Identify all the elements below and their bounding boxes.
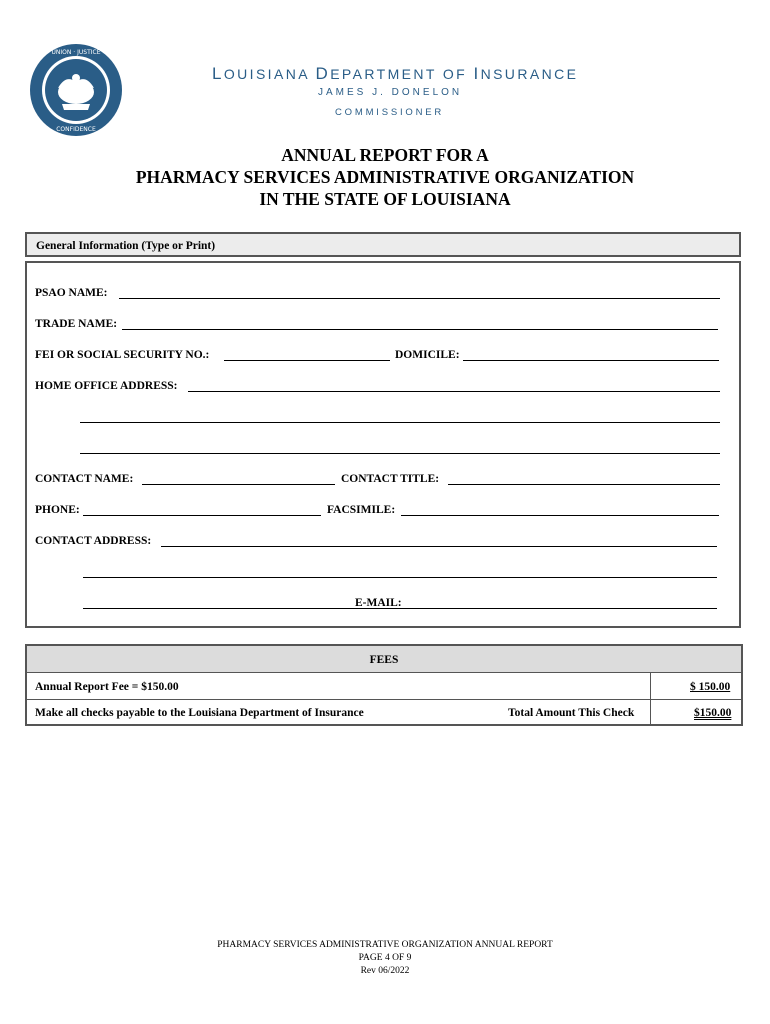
contact-address-label: CONTACT ADDRESS: — [35, 535, 152, 547]
department-word: INSURANCE — [473, 64, 579, 83]
checks-payable-note: Make all checks payable to the Louisiana Department of Insurance — [35, 707, 364, 719]
fees-column-divider — [650, 673, 651, 724]
report-title-line-1: ANNUAL REPORT FOR A — [281, 145, 489, 165]
contact-title-field[interactable] — [448, 484, 720, 485]
contact-address-line-2[interactable] — [83, 577, 717, 578]
contact-title-label: CONTACT TITLE: — [341, 473, 440, 485]
total-amount-value: $150.00 — [694, 707, 732, 719]
email-label: E-MAIL: — [355, 597, 402, 609]
home-office-address-line-2[interactable] — [80, 422, 720, 423]
fees-heading: FEES — [369, 654, 399, 666]
footer-revision: Rev 06/2022 — [360, 966, 410, 976]
home-office-address-field[interactable] — [188, 391, 720, 392]
annual-fee-label: Annual Report Fee = $150.00 — [35, 681, 179, 693]
trade-name-label: TRADE NAME: — [35, 318, 118, 330]
report-title-line-2: PHARMACY SERVICES ADMINISTRATIVE ORGANIZATION — [135, 167, 635, 187]
fees-header — [27, 646, 741, 673]
domicile-field[interactable] — [463, 360, 719, 361]
domicile-label: DOMICILE: — [395, 349, 460, 361]
home-office-address-label: HOME OFFICE ADDRESS: — [35, 380, 178, 392]
department-word: OF — [442, 66, 468, 82]
contact-name-label: CONTACT NAME: — [35, 473, 134, 485]
department-word: LOUISIANA — [212, 64, 310, 83]
total-amount-label: Total Amount This Check — [508, 707, 635, 719]
contact-address-field[interactable] — [161, 546, 717, 547]
psao-name-label: PSAO NAME: — [35, 287, 108, 299]
facsimile-label: FACSIMILE: — [327, 504, 396, 516]
seal-motto-top: UNION · JUSTICE — [51, 49, 101, 56]
department-name — [212, 64, 579, 84]
phone-label: PHONE: — [35, 504, 80, 516]
phone-field[interactable] — [83, 515, 321, 516]
fei-field[interactable] — [224, 360, 390, 361]
psao-name-field[interactable] — [119, 298, 720, 299]
general-info-section — [25, 261, 741, 628]
facsimile-field[interactable] — [401, 515, 719, 516]
general-info-heading: General Information (Type or Print) — [36, 240, 216, 252]
seal-motto-bottom: CONFIDENCE — [56, 126, 96, 133]
report-title-line-3: IN THE STATE OF LOUISIANA — [259, 189, 511, 209]
commissioner-name: JAMES J. DONELON — [318, 87, 463, 98]
fees-row-divider — [27, 699, 741, 700]
home-office-address-line-3[interactable] — [80, 453, 720, 454]
department-word: DEPARTMENT — [315, 64, 437, 83]
footer-report-name: PHARMACY SERVICES ADMINISTRATIVE ORGANIZATION ANNUAL REPORT — [217, 940, 553, 950]
general-info-header — [25, 232, 741, 257]
trade-name-field[interactable] — [122, 329, 718, 330]
state-seal-icon — [22, 40, 130, 140]
contact-name-field[interactable] — [142, 484, 335, 485]
annual-fee-amount: $ 150.00 — [690, 681, 731, 693]
footer-page-number: PAGE 4 OF 9 — [358, 953, 412, 963]
fei-label: FEI OR SOCIAL SECURITY NO.: — [35, 349, 210, 361]
commissioner-title: COMMISSIONER — [335, 107, 445, 118]
